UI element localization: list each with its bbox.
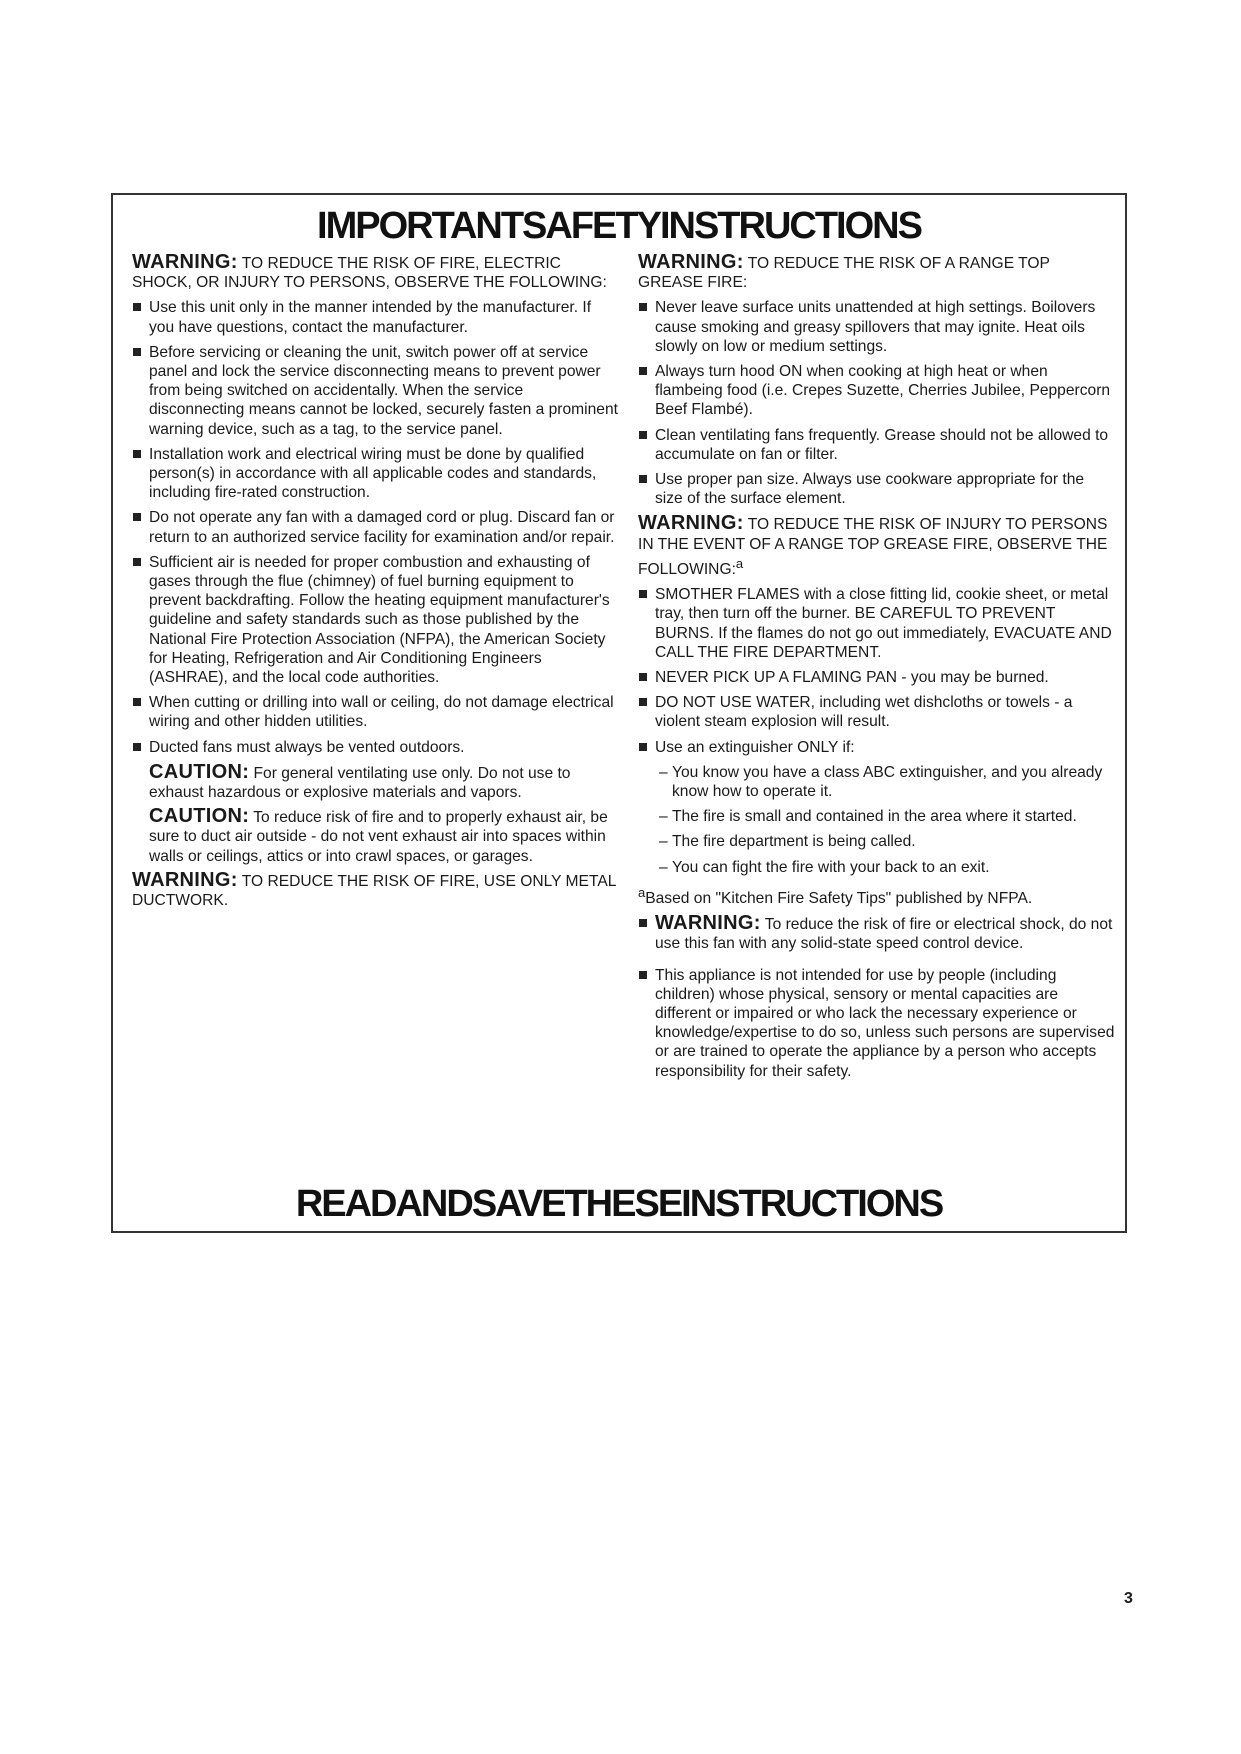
sub-list-item <box>638 807 1116 826</box>
list-item: Use an extinguisher ONLY if: <box>638 738 1116 757</box>
right-column <box>638 253 1116 1087</box>
warning-keyword: WARNING: <box>132 868 238 891</box>
dash-marker: – <box>659 858 668 876</box>
sub-list-text: You know you have a class ABC extinguisher, and you already know how to operate it. <box>672 763 1103 801</box>
list-item: Sufficient air is needed for proper combustion and exhausting of gases through the flue (chimney) of fuel burning equipment to prevent backdrafting. Follow the heating equipment manufacturer's guideline and safety standards such as those published by the National Fire Protection Association (NFPA), the American Society for Heating, Refrigeration and Air Conditioning Engineers (ASHRAE), and the local code authorities. <box>132 553 620 687</box>
caution-text: For general ventilating use only. Do not use to exhaust hazardous or explosive materials and vapors. <box>149 764 571 802</box>
dash-marker: – <box>659 763 668 781</box>
list-item: Never leave surface units unattended at high settings. Boilovers cause smoking and greasy spillovers that may ignite. Heat oils slowly on low or medium settings. <box>638 298 1116 356</box>
safety-instructions-box <box>111 193 1127 1233</box>
warning-text: TO REDUCE THE RISK OF A RANGE TOP GREASE FIRE: <box>638 255 1050 292</box>
list-item: Ducted fans must always be vented outdoors. <box>132 738 620 757</box>
dash-marker: – <box>659 808 668 826</box>
list-item: Installation work and electrical wiring must be done by qualified person(s) in accordance with all applicable codes and standards, including fire-rated construction. <box>132 445 620 503</box>
footnote-marker: a <box>735 555 744 571</box>
warning-paragraph <box>638 514 1116 579</box>
list-item: Always turn hood ON when cooking at high heat or when flambeing food (i.e. Crepes Suzette, Cherries Jubilee, Peppercorn Beef Flambé). <box>638 362 1116 420</box>
list-item: Clean ventilating fans frequently. Grease should not be allowed to accumulate on fan or filter. <box>638 426 1116 464</box>
footnote-text: Based on "Kitchen Fire Safety Tips" published by NFPA. <box>645 890 1033 908</box>
warning-text: TO REDUCE THE RISK OF INJURY TO PERSONS IN THE EVENT OF A RANGE TOP GREASE FIRE, OBSERVE THE FOLLOWING: <box>638 516 1108 579</box>
dash-marker: – <box>659 833 668 851</box>
list-item: Use proper pan size. Always use cookware appropriate for the size of the surface element. <box>638 470 1116 508</box>
list-item: DO NOT USE WATER, including wet dishcloths or towels - a violent steam explosion will result. <box>638 693 1116 731</box>
sub-list-text: You can fight the fire with your back to an exit. <box>672 858 990 876</box>
warning-keyword: WARNING: <box>638 512 744 535</box>
list-item: Use this unit only in the manner intended by the manufacturer. If you have questions, contact the manufacturer. <box>132 298 620 336</box>
caution-paragraph <box>132 807 620 866</box>
sub-list-item <box>638 858 1116 877</box>
footnote <box>638 883 1116 908</box>
list-item: Before servicing or cleaning the unit, switch power off at service panel and lock the service disconnecting means to prevent power from being switched on accidentally. When the service disconnecting means cannot be locked, securely fasten a prominent warning device, such as a tag, to the service panel. <box>132 343 620 439</box>
sub-list-item <box>638 763 1116 801</box>
list-item: SMOTHER FLAMES with a close fitting lid, cookie sheet, or metal tray, then turn off the burner. BE CAREFUL TO PREVENT BURNS. If the flames do not go out immediately, EVACUATE AND CALL THE FIRE DEPARTMENT. <box>638 585 1116 662</box>
list-item: This appliance is not intended for use by people (including children) whose physical, sensory or mental capacities are different or impaired or who lack the necessary experience or knowledge/expertise to do so, unless such persons are supervised or are trained to operate the appliance by a person who accepts responsibility for their safety. <box>638 966 1116 1081</box>
footnote-marker: a <box>638 884 646 900</box>
sub-list-text: The fire is small and contained in the area where it started. <box>672 808 1077 826</box>
page-number: 3 <box>1124 1590 1133 1607</box>
closing-title: READANDSAVETHESEINSTRUCTIONS <box>295 1183 943 1225</box>
caution-paragraph <box>132 760 620 802</box>
warning-list-item <box>638 914 1116 953</box>
warning-keyword: WARNING: <box>638 251 744 273</box>
caution-keyword: CAUTION: <box>149 760 250 783</box>
list-item: Do not operate any fan with a damaged cord or plug. Discard fan or return to an authorized service facility for examination and/or repair. <box>132 508 620 546</box>
list-item: When cutting or drilling into wall or ceiling, do not damage electrical wiring and other hidden utilities. <box>132 693 620 731</box>
sub-list-text: The fire department is being called. <box>672 833 916 851</box>
caution-keyword: CAUTION: <box>149 805 250 828</box>
warning-paragraph <box>638 253 1116 292</box>
warning-text: TO REDUCE THE RISK OF FIRE, ELECTRIC SHOCK, OR INJURY TO PERSONS, OBSERVE THE FOLLOWING: <box>132 255 607 292</box>
warning-keyword: WARNING: <box>655 912 761 935</box>
page-title: IMPORTANTSAFETYINSTRUCTIONS <box>317 205 921 247</box>
warning-text: To reduce the risk of fire or electrical shock, do not use this fan with any solid-state speed control device. <box>655 916 1113 953</box>
list-item: NEVER PICK UP A FLAMING PAN - you may be burned. <box>638 668 1116 687</box>
caution-text: To reduce risk of fire and to properly exhaust air, be sure to duct air outside - do not vent exhaust air into spaces within walls or ceilings, attics or into crawl spaces, or garages. <box>149 809 608 865</box>
warning-paragraph <box>132 868 620 910</box>
warning-text: TO REDUCE THE RISK OF FIRE, USE ONLY METAL DUCTWORK. <box>132 872 616 910</box>
warning-paragraph <box>132 253 620 292</box>
left-column <box>132 253 620 916</box>
warning-keyword: WARNING: <box>132 251 238 273</box>
sub-list-item <box>638 832 1116 851</box>
